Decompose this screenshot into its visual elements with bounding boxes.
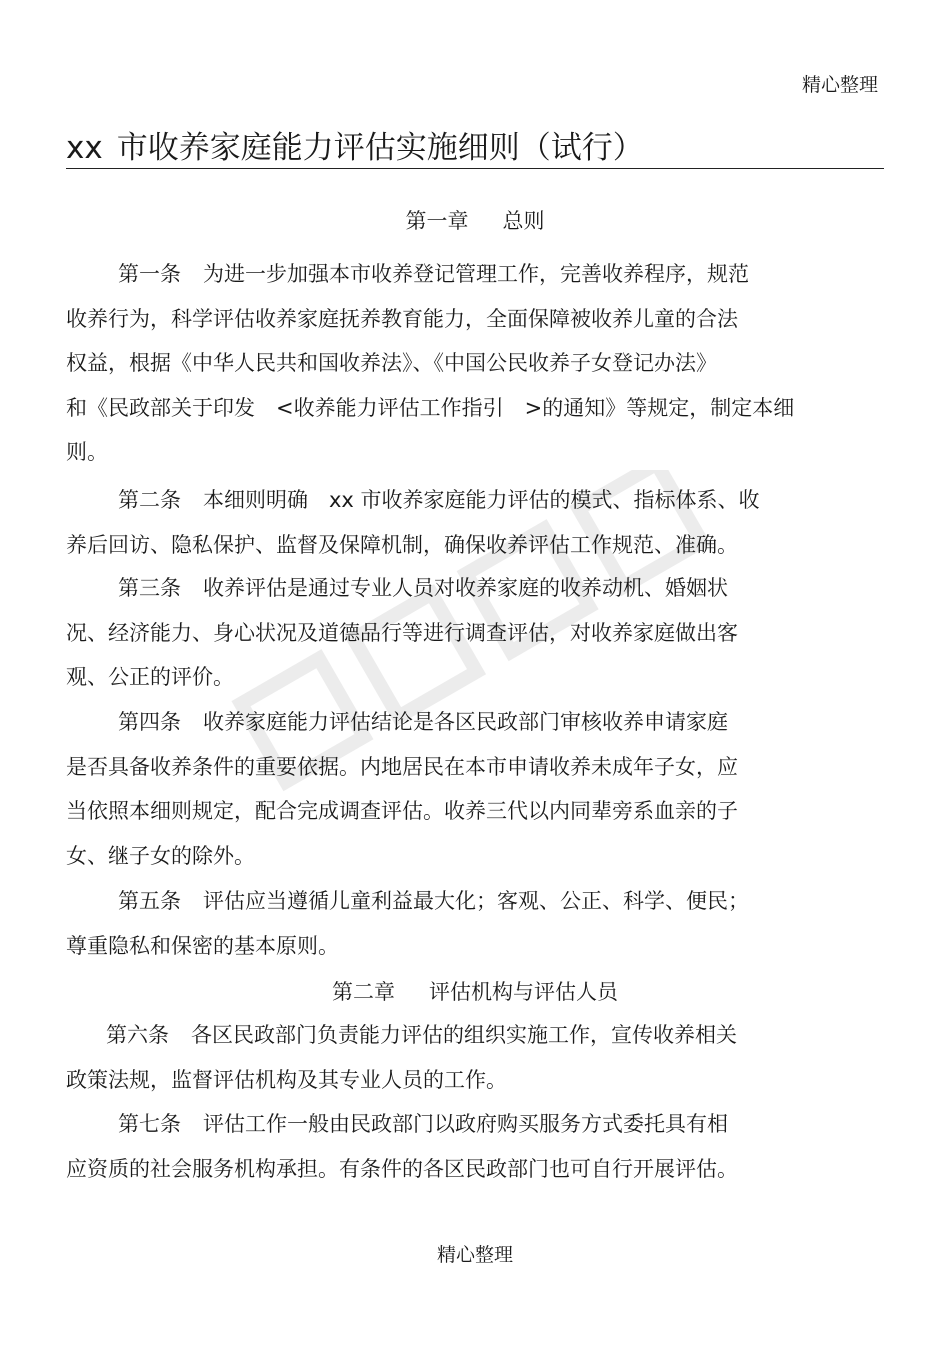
article-line: 是否具备收养条件的重要依据。内地居民在本市申请收养未成年子女，应 bbox=[66, 754, 738, 779]
article-line: 养后回访、隐私保护、监督及保障机制，确保收养评估工作规范、准确。 bbox=[66, 532, 738, 557]
article-line: 收养行为，科学评估收养家庭抚养教育能力，全面保障被收养儿童的合法 bbox=[66, 306, 738, 331]
article-label: 第五条 bbox=[118, 889, 181, 913]
article-line: 第四条 收养家庭能力评估结论是各区民政部门审核收养申请家庭 bbox=[66, 700, 866, 745]
article-line: 第七条 评估工作一般由民政部门以政府购买服务方式委托具有相 bbox=[66, 1102, 866, 1147]
article-line: 当依照本细则规定，配合完成调查评估。收养三代以内同辈旁系血亲的子 bbox=[66, 799, 738, 824]
chapter-name: 总则 bbox=[502, 209, 545, 233]
chapter-name: 评估机构与评估人员 bbox=[429, 980, 618, 1004]
article-line: 况、经济能力、身心状况及道德品行等进行调查评估，对收养家庭做出客 bbox=[66, 620, 738, 645]
article-label: 第三条 bbox=[118, 576, 181, 600]
title-text: 市收养家庭能力评估实施细则（试行） bbox=[116, 130, 644, 166]
article-line: 则。 bbox=[66, 440, 108, 465]
article-label: 第四条 bbox=[118, 710, 181, 734]
article-line: 第六条 各区民政部门负责能力评估的组织实施工作，宣传收养相关 bbox=[66, 1013, 866, 1058]
article-2 bbox=[66, 478, 866, 567]
header-note: 精心整理 bbox=[801, 74, 878, 96]
chapter-number: 第二章 bbox=[332, 980, 395, 1004]
article-label: 第一条 bbox=[118, 262, 181, 286]
chapter-heading-1 bbox=[0, 206, 950, 236]
title-prefix: xx bbox=[66, 130, 103, 166]
article-line: 第三条 收养评估是通过专业人员对收养家庭的收养动机、婚姻状 bbox=[66, 566, 866, 611]
article-line: 尊重隐私和保密的基本原则。 bbox=[66, 933, 339, 958]
article-line: 第二条 本细则明确 xx 市收养家庭能力评估的模式、指标体系、收 bbox=[66, 478, 866, 523]
article-line: 女、继子女的除外。 bbox=[66, 843, 255, 868]
article-1 bbox=[66, 252, 866, 475]
document-title bbox=[66, 128, 884, 169]
article-label: 第二条 bbox=[118, 488, 181, 512]
article-line: 观、公正的评价。 bbox=[66, 665, 234, 690]
article-line: 权益，根据《中华人民共和国收养法》、《中国公民收养子女登记办法》 bbox=[66, 351, 717, 376]
article-line: 和《民政部关于印发 <收养能力评估工作指引 >的通知》等规定，制定本细 bbox=[66, 395, 795, 420]
chapter-heading-2 bbox=[0, 977, 950, 1007]
footer-note: 精心整理 bbox=[436, 1244, 513, 1266]
article-line: 应资质的社会服务机构承担。有条件的各区民政部门也可自行开展评估。 bbox=[66, 1156, 738, 1181]
article-3 bbox=[66, 566, 866, 700]
article-4 bbox=[66, 700, 866, 878]
article-6 bbox=[66, 1013, 866, 1102]
article-7 bbox=[66, 1102, 866, 1191]
article-line: 第一条 为进一步加强本市收养登记管理工作，完善收养程序，规范 bbox=[66, 252, 866, 297]
article-label: 第七条 bbox=[118, 1112, 181, 1136]
article-line: 政策法规，监督评估机构及其专业人员的工作。 bbox=[66, 1067, 507, 1092]
article-5 bbox=[66, 879, 866, 968]
article-label: 第六条 bbox=[106, 1023, 169, 1047]
chapter-number: 第一章 bbox=[405, 209, 469, 233]
article-line: 第五条 评估应当遵循儿童利益最大化；客观、公正、科学、便民； bbox=[66, 879, 866, 924]
